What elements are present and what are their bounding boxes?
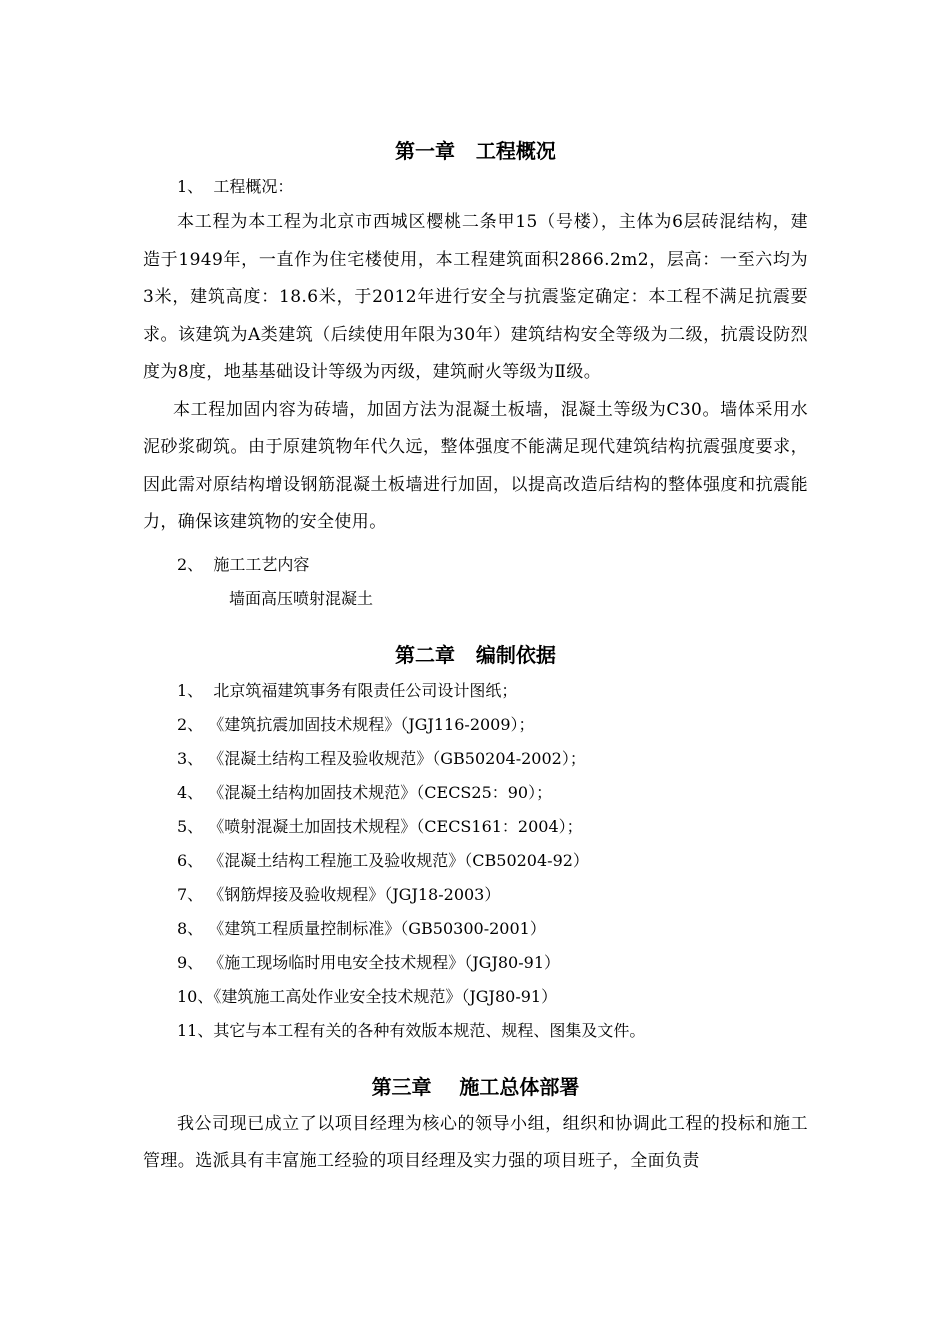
reference-item-1: 1、 北京筑福建筑事务有限责任公司设计图纸； <box>177 680 518 700</box>
chapter-1-paragraph-1: 本工程为本工程为北京市西城区樱桃二条甲15（号楼），主体为6层砖混结构，建造于1949年，一直作为住宅楼使用，本工程建筑面积2866.2m2，层高：一至六均为3米，建筑高度：18.6米，于2012年进行安全与抗震鉴定确定：本工程不满足抗震要求。该建筑为A类建筑（后续使用年限为30年）建筑结构安全等级为二级，抗震设防烈度为8度，地基基础设计等级为丙级，建筑耐火等级为Ⅱ级。 <box>143 212 808 382</box>
reference-item-5: 5、 《喷射混凝土加固技术规程》（CECS161：2004）； <box>177 816 583 836</box>
document-content <box>143 132 808 1181</box>
reference-item-7: 7、 《钢筋焊接及验收规程》（JGJ18-2003） <box>177 884 501 904</box>
reference-item-4: 4、 《混凝土结构加固技术规范》（CECS25：90）； <box>177 782 553 802</box>
chapter-1-title: 第一章 工程概况 <box>395 139 556 163</box>
chapter-2-title: 第二章 编制依据 <box>395 642 556 667</box>
reference-item-3: 3、 《混凝土结构工程及验收规范》（GB50204-2002）； <box>177 748 586 768</box>
chapter-3-title: 第三章 施工总体部署 <box>371 1074 580 1099</box>
reference-item-9: 9、 《施工现场临时用电安全技术规程》（JGJ80-91） <box>177 952 561 972</box>
chapter-1-section-1-heading: 1、 工程概况： <box>177 177 294 196</box>
reference-item-8: 8、 《建筑工程质量控制标准》（GB50300-2001） <box>177 918 546 938</box>
chapter-1-paragraph-2: 本工程加固内容为砖墙，加固方法为混凝土板墙，混凝土等级为C30。墙体采用水泥砂浆砌筑。由于原建筑物年代久远，整体强度不能满足现代建筑结构抗震强度要求，因此需对原结构增设钢筋混凝土板墙进行加固，以提高改造后结构的整体强度和抗震能力，确保该建筑物的安全使用。 <box>143 399 808 532</box>
chapter-1-section-2-heading: 2、 施工工艺内容 <box>177 554 310 574</box>
reference-item-2: 2、 《建筑抗震加固技术规程》（JGJ116-2009）； <box>177 714 535 734</box>
reference-item-6: 6、 《混凝土结构工程施工及验收规范》（CB50204-92） <box>177 850 589 870</box>
chapter-1-section-2-item: 墙面高压喷射混凝土 <box>229 588 374 608</box>
reference-item-10: 10、《建筑施工高处作业安全技术规范》（JGJ80-91） <box>177 986 558 1006</box>
chapter-3-paragraph-1: 我公司现已成立了以项目经理为核心的领导小组，组织和协调此工程的投标和施工管理。选派具有丰富施工经验的项目经理及实力强的项目班子，全面负责 <box>143 1113 808 1171</box>
reference-item-11: 11、其它与本工程有关的各种有效版本规范、规程、图集及文件。 <box>177 1020 646 1040</box>
